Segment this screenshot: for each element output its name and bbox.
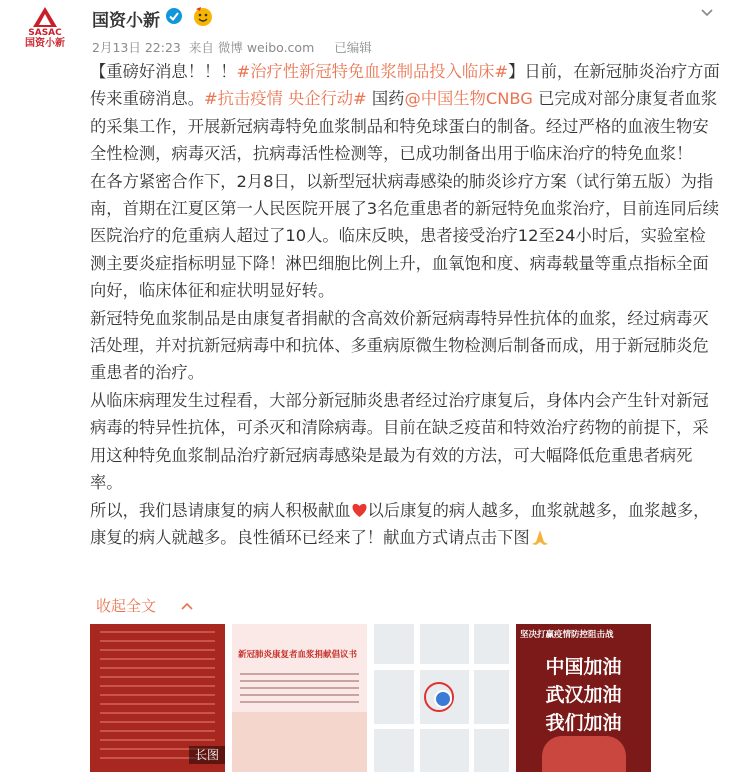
p5-text-b: 以后康复的病人越多，血浆就越多，血浆越多，康复的病人就越多。良性循环已经来了！献血方式请点击下图 xyxy=(90,500,710,547)
thumbnail-illustration xyxy=(232,712,367,772)
topic-link-1[interactable]: #治疗性新冠特免血浆制品投入临床# xyxy=(236,62,509,81)
chevron-up-icon[interactable] xyxy=(180,599,194,613)
post-meta xyxy=(92,38,376,56)
chevron-down-icon[interactable] xyxy=(699,4,715,20)
paragraph-4: 从临床病理发生过程看，大部分新冠肺炎患者经过治疗康复后，身体内会产生针对新冠病毒的特异性抗体，可杀灭和清除病毒。目前在缺乏疫苗和特效治疗药物的前提下，采用这种特免血浆制品治疗新冠病毒感染是最为有效的方法，可大幅降低危重患者病死率。 xyxy=(90,390,709,493)
thumbnail-text-lines xyxy=(232,668,367,708)
topic-link-2[interactable]: #抗击疫情 央企行动# xyxy=(203,89,367,109)
slogan-line-3: 我们加油 xyxy=(545,712,622,734)
post-date[interactable]: 2月13日 22:23 xyxy=(92,40,181,55)
paragraph-5 xyxy=(90,497,720,552)
image-thumbnail-4[interactable] xyxy=(516,624,651,772)
paragraph-1 xyxy=(90,58,720,168)
edited-label[interactable]: 已编辑 xyxy=(334,40,372,55)
author-name[interactable]: 国资小新 xyxy=(92,11,160,31)
post-content xyxy=(90,58,720,551)
long-image-badge: 长图 xyxy=(189,746,225,764)
thumbnail-title: 新冠肺炎康复者血浆捐献倡议书 xyxy=(238,650,358,660)
thumbnail-text-lines xyxy=(90,631,225,759)
sasac-logo-icon xyxy=(32,6,58,28)
p1-text-b: 】日前，在新冠肺炎治疗方面传来重磅消息。 xyxy=(90,62,720,109)
map-pin-icon xyxy=(434,690,452,708)
paragraph-3: 新冠特免血浆制品是由康复者捐献的含高效价新冠病毒特异性抗体的血浆，经过病毒灭活处理，并对抗新冠病毒中和抗体、多重病原微生物检测后制备而成，用于新冠肺炎危重患者的治疗。 xyxy=(90,308,709,383)
p1-text-c: 国药 xyxy=(366,89,405,109)
source-prefix: 来自 xyxy=(188,40,214,55)
fist-illustration xyxy=(542,736,626,772)
mention-link[interactable]: @中国生物CNBG xyxy=(404,89,533,109)
image-thumbnail-2[interactable] xyxy=(232,624,367,772)
verified-badge-icon xyxy=(165,7,183,25)
avatar-brand-top: SASAC xyxy=(28,28,62,38)
thumbnail-header: 坚决打赢疫情防控阻击战 xyxy=(520,630,614,640)
avatar-brand-bottom: 国资小新 xyxy=(25,38,65,49)
paragraph-2: 在各方紧密合作下，2月8日，以新型冠状病毒感染的肺炎诊疗方案（试行第五版）为指南，首期在江夏区第一人民医院开展了3名危重患者的新冠特免血浆治疗，目前连同后续医院治疗的危重病人超过了10人。临床反映，患者接受治疗12至24小时后，实验室检测主要炎症指标明显下降！淋巴细胞比例上升，血氧饱和度、病毒载量等重点指标全面向好，临床体征和症状明显好转。 xyxy=(90,171,720,301)
heart-icon xyxy=(351,502,368,518)
slogan-line-2: 武汉加油 xyxy=(545,684,622,706)
p1-text-d: 已完成对部分康复者血浆的采集工作，开展新冠病毒特免血浆制品和特免球蛋白的制备。经过严格的血液生物安全性检测，病毒灭活，抗病毒活性检测等，已成功制备出用于临床治疗的特免血浆！ xyxy=(90,89,718,164)
collapse-text-link[interactable]: 收起全文 xyxy=(96,597,157,615)
slogan-line-1: 中国加油 xyxy=(545,656,622,678)
image-thumbnail-3-map[interactable] xyxy=(374,624,509,772)
emoji-badge-icon[interactable] xyxy=(192,5,214,27)
praying-hands-icon xyxy=(530,528,550,546)
post-source[interactable]: 微博 weibo.com xyxy=(217,40,315,55)
p1-text-a: 【重磅好消息！！！ xyxy=(90,62,237,81)
p5-text-a: 所以，我们恳请康复的病人积极献血 xyxy=(90,500,351,520)
avatar[interactable] xyxy=(20,6,70,56)
